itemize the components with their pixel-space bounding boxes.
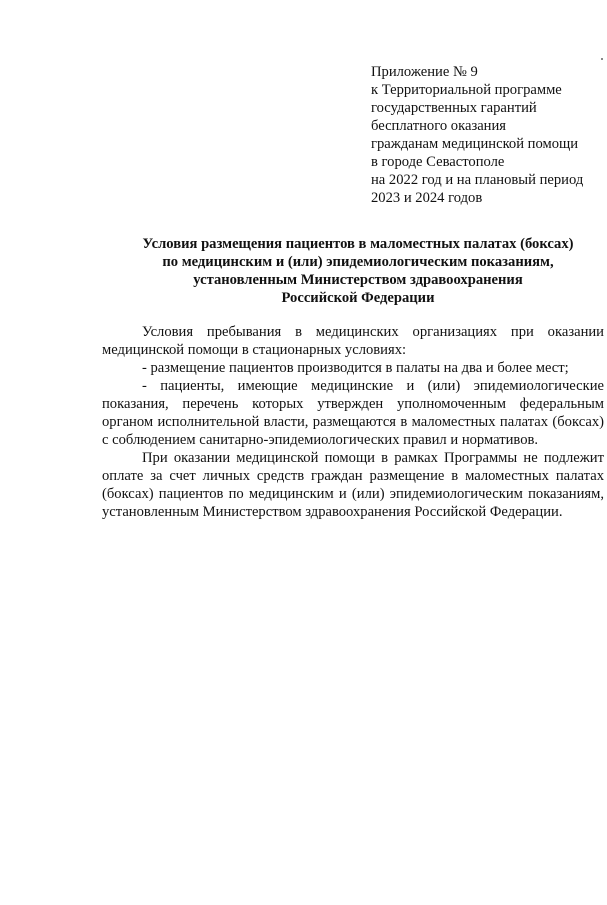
title-line: Условия размещения пациентов в маломестных палатах (боксах) <box>142 236 574 252</box>
document-title <box>92 235 607 307</box>
appendix-line: в городе Севастополе <box>371 154 505 170</box>
appendix-line: государственных гарантий <box>371 100 537 116</box>
title-line: Российской Федерации <box>281 290 435 306</box>
title-line: по медицинским и (или) эпидемиологическим показаниям, <box>162 254 554 270</box>
appendix-line: на 2022 год и на плановый период <box>371 172 584 188</box>
appendix-header <box>371 63 603 207</box>
scan-artifact <box>601 58 603 60</box>
intro-paragraph: Условия пребывания в медицинских организациях при оказании медицинской помощи в стационарных условиях: <box>102 324 604 358</box>
appendix-line: гражданам медицинской помощи <box>371 136 579 152</box>
list-item: - размещение пациентов производится в палаты на два и более мест; <box>142 360 569 376</box>
appendix-line: к Территориальной программе <box>371 82 562 98</box>
appendix-line: Приложение № 9 <box>371 64 478 80</box>
appendix-line: 2023 и 2024 годов <box>371 190 483 206</box>
title-line: установленным Министерством здравоохранения <box>193 272 523 288</box>
list-item: - пациенты, имеющие медицинские и (или) эпидемиологические показания, перечень которых утвержден уполномоченным федеральным органом исполнительной власти, размещаются в маломестных палатах (боксах) с соблюдением санитарно-эпидемиологических правил и нормативов. <box>102 378 604 448</box>
closing-paragraph: При оказании медицинской помощи в рамках Программы не подлежит оплате за счет личных средств граждан размещение в маломестных палатах (боксах) пациентов по медицинским и (или) эпидемиологическим показаниям, установленным Министерством здравоохранения Российской Федерации. <box>102 450 604 520</box>
appendix-line: бесплатного оказания <box>371 118 507 134</box>
document-body <box>102 323 604 521</box>
